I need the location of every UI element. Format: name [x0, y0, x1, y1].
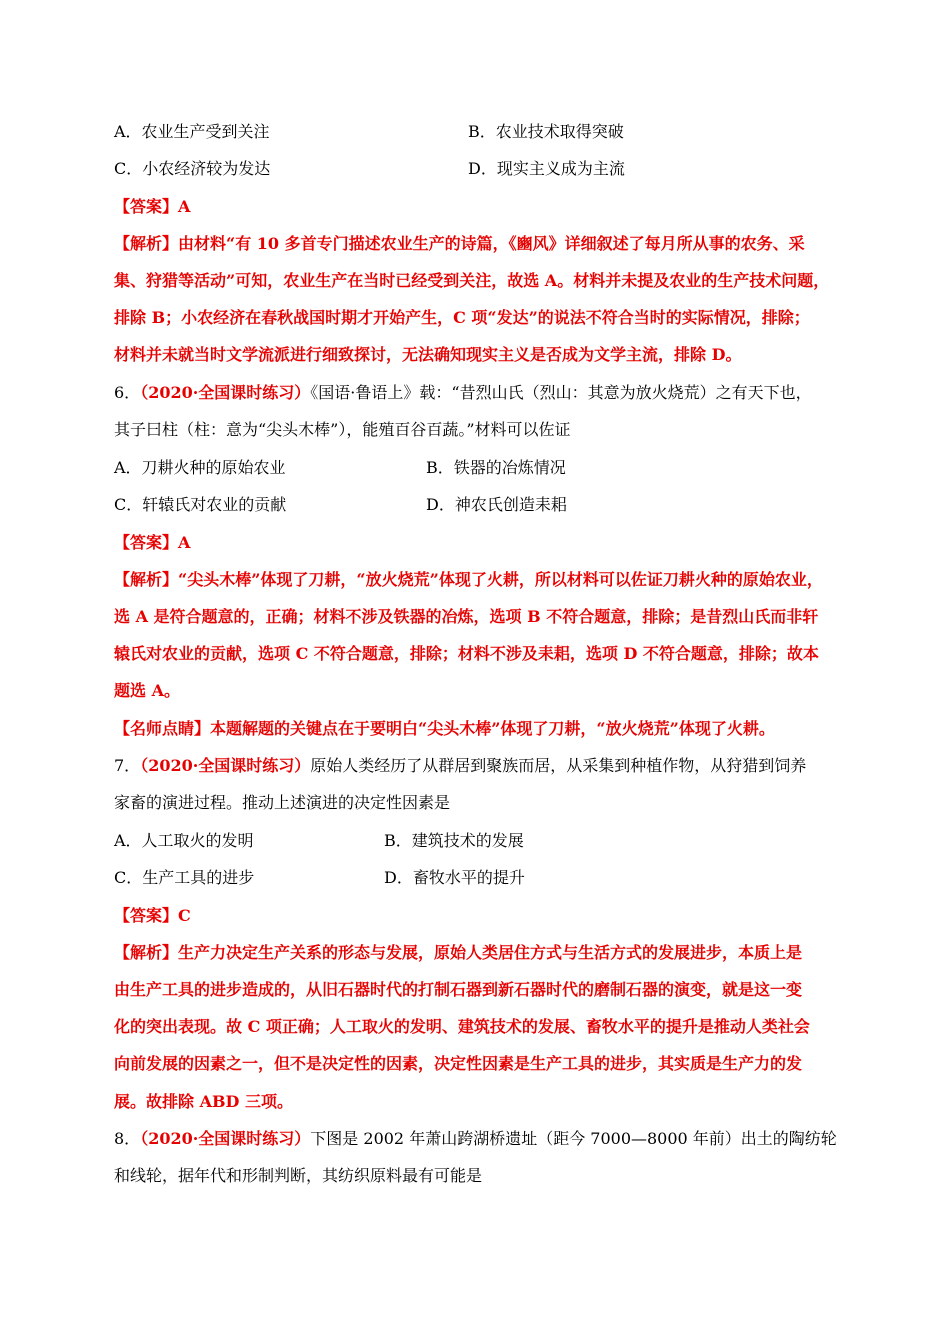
- q8-number: 8．: [114, 1129, 141, 1148]
- q6-analysis-line-2: 选 A 是符合题意的，正确；材料不涉及铁器的冶炼，选项 B 不符合题意，排除；是昔烈山氏而非轩: [114, 607, 819, 626]
- q7-analysis-line-4: 向前发展的因素之一，但不是决定性的因素，决定性因素是生产工具的进步，其实质是生产力的发: [114, 1054, 803, 1073]
- q5-analysis-line-4: 材料并未就当时文学流派进行细致探讨，无法确知现实主义是否成为文学主流，排除 D。: [114, 345, 742, 364]
- q7-number: 7．: [114, 756, 141, 775]
- q7-option-b: B．建筑技术的发展: [384, 831, 524, 850]
- q7-answer: 【答案】C: [114, 906, 191, 925]
- q7-stem-line-2: 家畜的演进过程。推动上述演进的决定性因素是: [114, 793, 451, 812]
- q7-option-d: D．畜牧水平的提升: [384, 868, 525, 887]
- q8-stem-line-1: [114, 1129, 837, 1149]
- q5-analysis-line-1: 【解析】由材料“有 10 多首专门描述农业生产的诗篇，《豳风》详细叙述了每月所从事的农务、采: [114, 234, 805, 253]
- q6-analysis-line-4: 题选 A。: [114, 681, 180, 700]
- q8-stem-line-2: 和线轮，据年代和形制判断，其纺织原料最有可能是: [114, 1166, 483, 1185]
- q6-option-d: D．神农氏创造耒耜: [426, 495, 567, 514]
- q6-number: 6．: [114, 383, 141, 402]
- q6-option-c: C．轩辕氏对农业的贡献: [114, 495, 287, 514]
- q6-analysis-line-3: 辕氏对农业的贡献，选项 C 不符合题意，排除；材料不涉及耒耜，选项 D 不符合题意，排除；故本: [114, 644, 819, 663]
- q7-option-a: A．人工取火的发明: [114, 831, 254, 850]
- q5-analysis-line-2: 集、狩猎等活动”可知，农业生产在当时已经受到关注，故选 A。材料并未提及农业的生产技术问题，: [114, 271, 830, 290]
- q6-option-b: B．铁器的冶炼情况: [426, 458, 566, 477]
- q7-source: （2020·全国课时练习）: [140, 756, 311, 775]
- q8-stem-text-1: 下图是 2002 年萧山跨湖桥遗址（距今 7000—8000 年前）出土的陶纺轮: [310, 1129, 837, 1148]
- q7-option-c: C．生产工具的进步: [114, 868, 255, 887]
- q6-source: （2020·全国课时练习）: [140, 383, 311, 402]
- q7-analysis-line-5: 展。故排除 ABD 三项。: [114, 1092, 293, 1111]
- q5-option-b: B．农业技术取得突破: [468, 122, 624, 141]
- q5-option-c: C．小农经济较为发达: [114, 159, 271, 178]
- q8-source: （2020·全国课时练习）: [140, 1129, 311, 1148]
- q5-option-a: A．农业生产受到关注: [114, 122, 270, 141]
- q6-stem-text-1: 《国语·鲁语上》载：“昔烈山氏（烈山：其意为放火烧荒）之有天下也，: [310, 383, 812, 402]
- q6-option-a: A．刀耕火种的原始农业: [114, 458, 286, 477]
- q6-stem-line-1: [114, 383, 812, 403]
- q7-analysis-line-1: 【解析】生产力决定生产关系的形态与发展，原始人类居住方式与生活方式的发展进步，本质上是: [114, 943, 803, 962]
- q5-answer: 【答案】A: [114, 197, 191, 216]
- q5-analysis-line-3: 排除 B；小农经济在春秋战国时期才开始产生，C 项“发达”的说法不符合当时的实际情况，排除；: [114, 308, 810, 327]
- q7-stem-text-1: 原始人类经历了从群居到聚族而居，从采集到种植作物，从狩猎到饲养: [310, 756, 807, 775]
- q6-tip: 【名师点睛】本题解题的关键点在于要明白“尖头木棒”体现了刀耕，“放火烧荒”体现了火耕。: [114, 719, 775, 738]
- q7-stem-line-1: [114, 756, 806, 776]
- q6-answer: 【答案】A: [114, 533, 191, 552]
- q7-analysis-line-3: 化的突出表现。故 C 项正确；人工取火的发明、建筑技术的发展、畜牧水平的提升是推动人类社会: [114, 1017, 810, 1036]
- q6-stem-line-2: 其子曰柱（柱：意为“尖头木棒”），能殖百谷百蔬。”材料可以佐证: [114, 420, 571, 439]
- q6-analysis-line-1: 【解析】“尖头木棒”体现了刀耕，“放火烧荒”体现了火耕，所以材料可以佐证刀耕火种的原始农业，: [114, 570, 823, 589]
- q7-analysis-line-2: 由生产工具的进步造成的，从旧石器时代的打制石器到新石器时代的磨制石器的演变，就是这一变: [114, 980, 803, 999]
- q5-option-d: D．现实主义成为主流: [468, 159, 625, 178]
